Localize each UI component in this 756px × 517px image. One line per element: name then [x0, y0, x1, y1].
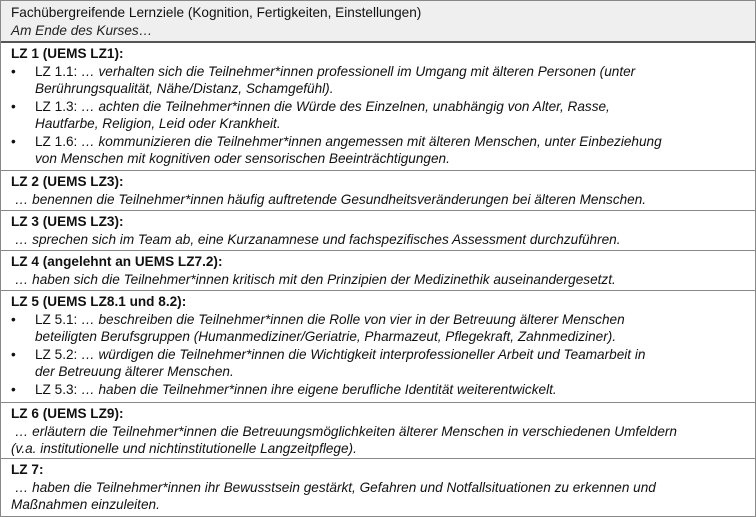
- list-item: • LZ 5.3: … haben die Teilnehmer*innen ihre eigene berufliche Identität weiterentwickelt.: [11, 381, 557, 397]
- table-row: [1, 171, 755, 211]
- list-item: • LZ 1.1: … verhalten sich die Teilnehmer*innen professionell im Umgang mit älteren Personen (unter Berührungsqualität, Nähe/Distanz, Schamgefühl).: [11, 63, 636, 96]
- header-title: Fachübergreifende Lernziele (Kognition, Fertigkeiten, Einstellungen): [11, 5, 422, 20]
- objective-title: LZ 5 (UEMS LZ8.1 und 8.2):: [11, 294, 187, 309]
- table-row: [1, 459, 755, 517]
- table-header: [1, 1, 755, 43]
- list-item: • LZ 5.1: … beschreiben die Teilnehmer*innen die Rolle von vier in der Betreuung älterer Menschen beteiligten Berufsgruppen (Humanmediziner/Geriatrie, Pharmazeut, Pflegekraft, Zahnmediziner).: [11, 311, 625, 344]
- table-row: [1, 251, 755, 291]
- objective-title: LZ 6 (UEMS LZ9):: [11, 406, 124, 421]
- objective-title: LZ 3 (UEMS LZ3):: [11, 214, 124, 229]
- objective-description: … haben sich die Teilnehmer*innen kritisch mit den Prinzipien der Medizinethik auseinandergesetzt.: [14, 271, 616, 287]
- bullet-icon: •: [11, 63, 16, 79]
- objective-title: LZ 4 (angelehnt an UEMS LZ7.2):: [11, 254, 223, 269]
- bullet-icon: •: [11, 98, 16, 114]
- objective-description: … haben die Teilnehmer*innen ihr Bewusstsein gestärkt, Gefahren und Notfallsituationen zu erkennen und Maßnahmen einzuleiten.: [11, 479, 656, 512]
- objective-description: … sprechen sich im Team ab, eine Kurzanamnese und fachspezifisches Assessment durchzuführen.: [14, 231, 621, 247]
- bullet-icon: •: [11, 381, 16, 397]
- objective-description: … benennen die Teilnehmer*innen häufig auftretende Gesundheitsveränderungen bei älteren Menschen.: [14, 191, 647, 207]
- list-item: • LZ 5.2: … würdigen die Teilnehmer*innen die Wichtigkeit interprofessioneller Arbeit und Teamarbeit in der Betreuung älterer Menschen.: [11, 346, 646, 379]
- bullet-icon: •: [11, 346, 16, 362]
- table-row: [1, 43, 755, 171]
- bullet-icon: •: [11, 133, 16, 149]
- header-subtitle: Am Ende des Kurses…: [11, 23, 153, 38]
- objective-description: … erläutern die Teilnehmer*innen die Betreuungsmöglichkeiten älterer Menschen in verschiedenen Umfeldern (v.a. institutionelle und nichtinstitutionelle Langzeitpflege).: [11, 423, 677, 456]
- bullet-icon: •: [11, 311, 16, 327]
- objective-title: LZ 7:: [11, 462, 44, 477]
- table-row: [1, 403, 755, 459]
- table-row: [1, 291, 755, 403]
- objective-title: LZ 2 (UEMS LZ3):: [11, 174, 124, 189]
- objective-title: LZ 1 (UEMS LZ1):: [11, 46, 124, 61]
- list-item: • LZ 1.6: … kommunizieren die Teilnehmer*innen angemessen mit älteren Menschen, unter Einbeziehung von Menschen mit kognitiven oder sensorischen Beeinträchtigungen.: [11, 133, 662, 166]
- list-item: • LZ 1.3: … achten die Teilnehmer*innen die Würde des Einzelnen, unabhängig von Alter, Rasse, Hautfarbe, Religion, Leid oder Krankheit.: [11, 98, 610, 131]
- table-row: [1, 211, 755, 251]
